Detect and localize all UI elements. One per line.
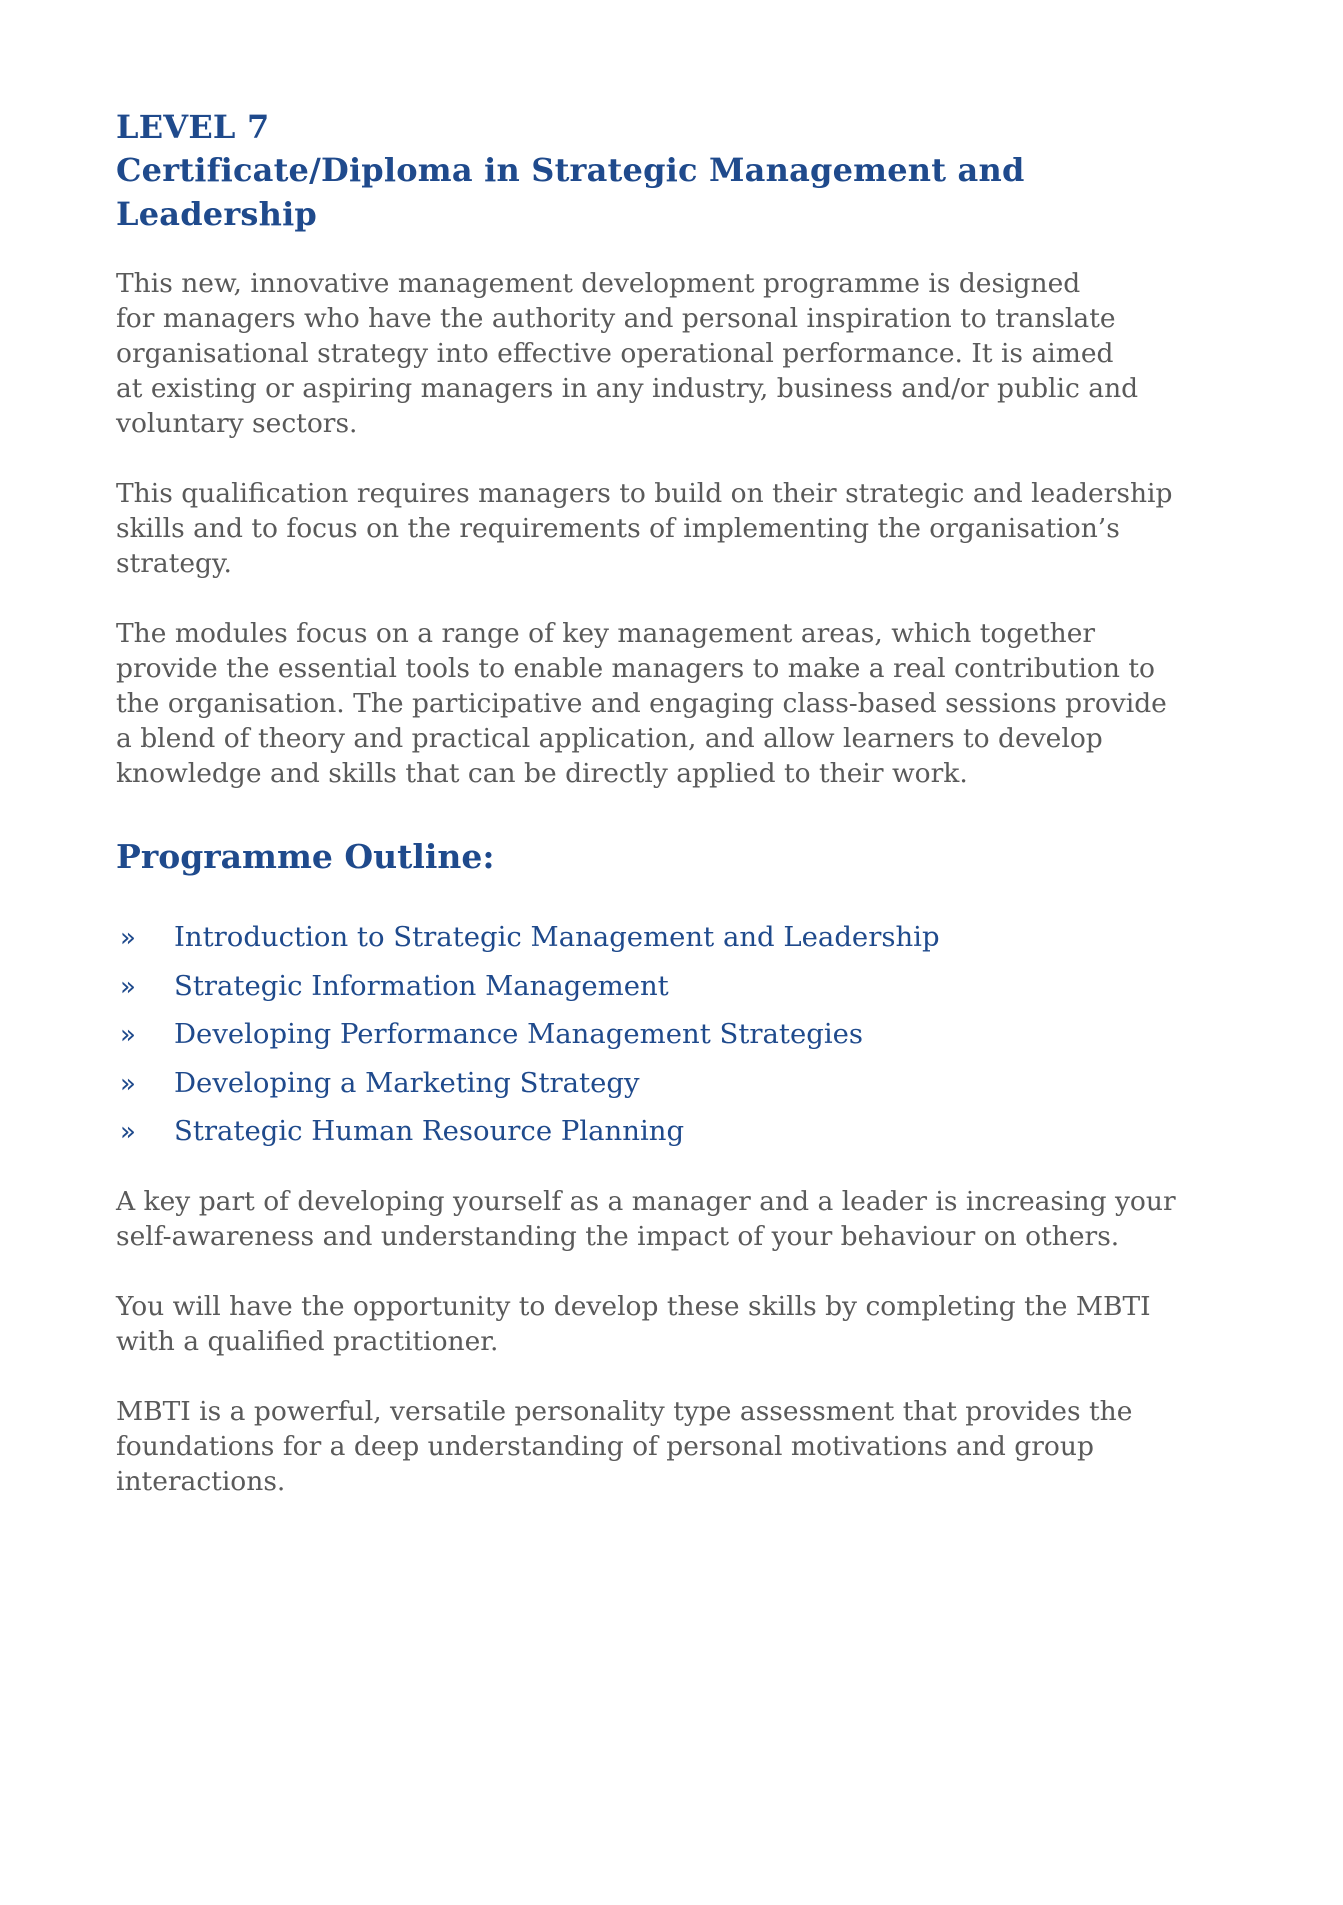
outline-item-label: Developing Performance Management Strategies: [174, 1018, 864, 1050]
bullet-icon: »: [120, 1020, 136, 1050]
qualification-title: Certificate/Diploma in Strategic Management and Leadership: [116, 151, 1025, 233]
outline-item: [116, 966, 1236, 1015]
intro-paragraph: This new, innovative management development programme is designed for managers who have the authority and personal inspiration to translate organisational strategy into effective operational performance. It is aimed at existing or aspiring managers in any industry, business and/or public and voluntary sectors.: [116, 268, 1139, 439]
outline-item: [116, 1111, 1236, 1160]
intro-paragraph: This qualification requires managers to build on their strategic and leadership skills and to focus on the requirements of implementing the organisation’s strategy.: [116, 478, 1173, 579]
closing-paragraph: MBTI is a powerful, versatile personality type assessment that provides the foundations for a deep understanding of personal motivations and group interactions.: [116, 1395, 1133, 1497]
document-page: [116, 106, 1236, 1499]
closing-paragraph: A key part of developing yourself as a manager and a leader is increasing your self-awareness and understanding the impact of your behaviour on others.: [116, 1185, 1176, 1252]
outline-item-label: Strategic Human Resource Planning: [174, 1115, 685, 1147]
programme-outline-list: [116, 917, 1236, 1160]
bullet-icon: »: [120, 1117, 136, 1147]
outline-item-label: Introduction to Strategic Management and Leadership: [174, 921, 940, 953]
programme-outline-title: Programme Outline:: [116, 837, 495, 876]
bullet-icon: »: [120, 1068, 136, 1099]
closing-paragraph: You will have the opportunity to develop these skills by completing the MBTI with a qualified practitioner.: [116, 1290, 1151, 1357]
outline-item-label: Strategic Information Management: [174, 969, 669, 1002]
level-heading: LEVEL 7: [116, 108, 270, 146]
outline-item: [116, 1063, 1236, 1112]
outline-item: [116, 1014, 1236, 1063]
intro-paragraph: The modules focus on a range of key management areas, which together provide the essential tools to enable managers to make a real contribution to the organisation. The participative and engaging class-based sessions provide a blend of theory and practical application, and allow learners to develop knowledge and skills that can be directly applied to their work.: [116, 618, 1167, 789]
bullet-icon: »: [120, 971, 136, 1002]
outline-item-label: Developing a Marketing Strategy: [174, 1066, 640, 1099]
outline-item: [116, 917, 1236, 966]
bullet-icon: »: [120, 923, 136, 953]
